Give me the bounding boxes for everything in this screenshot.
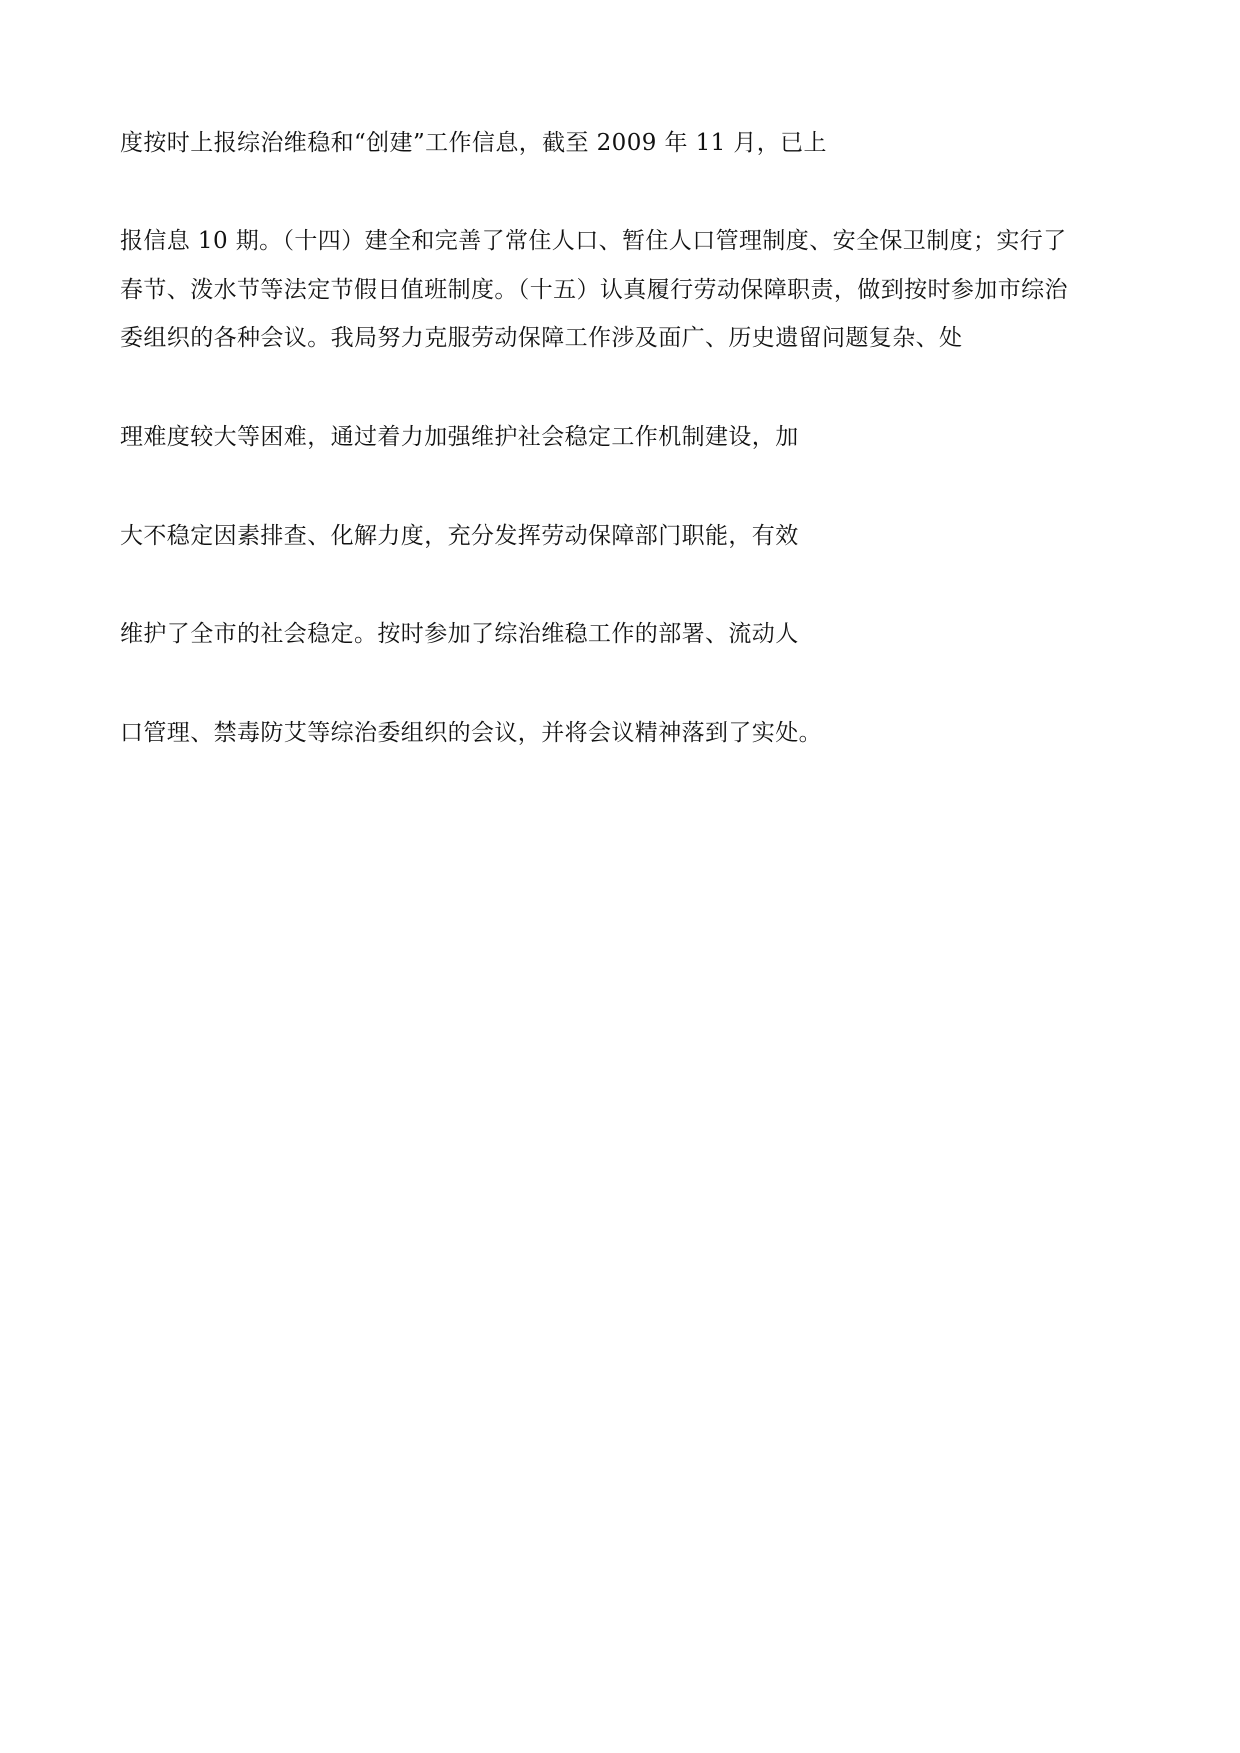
text-line: 口管理、禁毒防艾等综治委组织的会议，并将会议精神落到了实处。 bbox=[120, 720, 822, 746]
text-line: 报信息 10 期。（十四）建全和完善了常住人口、暂住人口管理制度、安全保卫制度；实行了 bbox=[120, 228, 1067, 254]
text-line: 度按时上报综治维稳和“创建”工作信息，截至 2009 年 11 月，已上 bbox=[120, 130, 827, 156]
text-line: 春节、泼水节等法定节假日值班制度。（十五）认真履行劳动保障职责，做到按时参加市综治 bbox=[120, 277, 1068, 303]
text-line: 维护了全市的社会稳定。按时参加了综治维稳工作的部署、流动人 bbox=[120, 621, 799, 647]
text-line: 委组织的各种会议。我局努力克服劳动保障工作涉及面广、历史遗留问题复杂、处 bbox=[120, 325, 963, 351]
text-line: 理难度较大等困难，通过着力加强维护社会稳定工作机制建设，加 bbox=[120, 424, 799, 450]
text-line: 大不稳定因素排查、化解力度，充分发挥劳动保障部门职能，有效 bbox=[120, 523, 799, 549]
